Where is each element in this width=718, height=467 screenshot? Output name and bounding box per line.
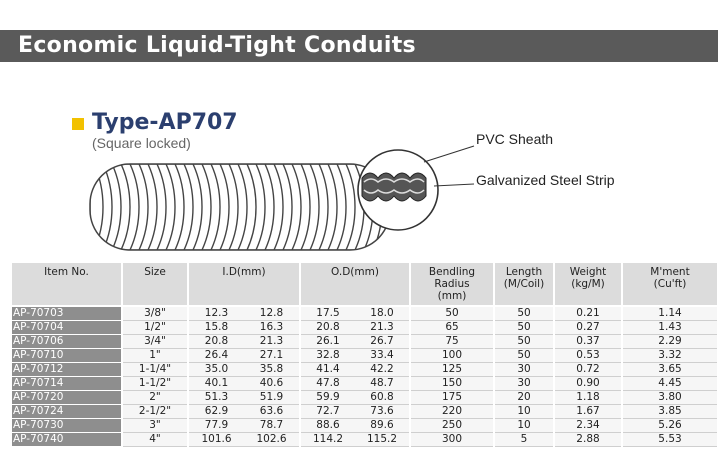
od-min: 114.2 [312, 433, 344, 445]
id-min: 35.0 [204, 363, 229, 375]
od-cell [300, 335, 410, 349]
id-cell [188, 419, 300, 433]
weight-cell: 1.18 [554, 391, 622, 405]
bend-radius-cell: 75 [410, 335, 494, 349]
item-no-cell: AP-70704 [12, 321, 122, 335]
spec-table [12, 263, 718, 447]
mment-cell: 1.43 [622, 321, 718, 335]
table-row [12, 433, 718, 447]
weight-cell: 2.34 [554, 419, 622, 433]
steel-leader-line [434, 184, 474, 186]
mment-cell: 4.45 [622, 377, 718, 391]
id-cell [188, 349, 300, 363]
id-min: 101.6 [201, 433, 232, 445]
size-cell: 1/2" [122, 321, 188, 335]
weight-cell: 0.53 [554, 349, 622, 363]
od-max: 73.6 [370, 405, 394, 417]
mment-cell: 1.14 [622, 306, 718, 321]
mment-cell: 3.85 [622, 405, 718, 419]
size-cell: 3/4" [122, 335, 188, 349]
od-max: 33.4 [370, 349, 394, 361]
product-type-subtitle: (Square locked) [92, 135, 191, 151]
item-no-cell: AP-70740 [12, 433, 122, 447]
id-cell [188, 321, 300, 335]
header-length-line1: Length [505, 266, 543, 278]
item-no-cell: AP-70712 [12, 363, 122, 377]
od-cell [300, 419, 410, 433]
length-cell: 5 [494, 433, 554, 447]
id-max: 78.7 [259, 419, 284, 431]
bend-radius-cell: 50 [410, 306, 494, 321]
length-cell: 10 [494, 419, 554, 433]
id-max: 51.9 [259, 391, 284, 403]
od-min: 32.8 [316, 349, 340, 361]
id-max: 35.8 [259, 363, 284, 375]
header-size: Size [122, 263, 188, 306]
product-type-title: Type-AP707 [92, 110, 238, 135]
od-max: 48.7 [370, 377, 394, 389]
mment-cell: 5.53 [622, 433, 718, 447]
od-min: 26.1 [316, 335, 340, 347]
conduit-illustration [80, 120, 480, 260]
od-cell [300, 405, 410, 419]
pvc-leader-line [424, 146, 474, 162]
item-no-cell: AP-70706 [12, 335, 122, 349]
od-min: 88.6 [316, 419, 340, 431]
weight-cell: 0.21 [554, 306, 622, 321]
od-cell [300, 363, 410, 377]
length-cell: 50 [494, 306, 554, 321]
header-item-no: Item No. [12, 263, 122, 306]
od-min: 20.8 [316, 321, 340, 333]
size-cell: 3/8" [122, 306, 188, 321]
bend-radius-cell: 250 [410, 419, 494, 433]
od-cell [300, 391, 410, 405]
id-cell [188, 405, 300, 419]
conduit-body [90, 164, 391, 250]
od-cell [300, 377, 410, 391]
id-cell [188, 306, 300, 321]
table-row [12, 363, 718, 377]
header-weight-line1: Weight [569, 266, 607, 278]
size-cell: 4" [122, 433, 188, 447]
size-cell: 3" [122, 419, 188, 433]
header-length-line2: (M/Coil) [503, 278, 545, 290]
length-cell: 30 [494, 363, 554, 377]
od-max: 89.6 [370, 419, 394, 431]
id-cell [188, 433, 300, 447]
title-banner [0, 30, 718, 62]
item-no-cell: AP-70714 [12, 377, 122, 391]
od-max: 42.2 [370, 363, 394, 375]
length-cell: 30 [494, 377, 554, 391]
header-mment [622, 263, 718, 306]
id-max: 63.6 [259, 405, 284, 417]
id-min: 15.8 [204, 321, 229, 333]
od-max: 18.0 [370, 307, 394, 319]
table-row [12, 349, 718, 363]
id-max: 102.6 [256, 433, 287, 445]
size-cell: 1" [122, 349, 188, 363]
length-cell: 50 [494, 349, 554, 363]
od-cell [300, 433, 410, 447]
table-row [12, 405, 718, 419]
id-max: 21.3 [259, 335, 284, 347]
length-cell: 50 [494, 335, 554, 349]
table-header-row [12, 263, 718, 306]
weight-cell: 0.37 [554, 335, 622, 349]
header-id: I.D(mm) [188, 263, 300, 306]
od-cell [300, 349, 410, 363]
table-row [12, 391, 718, 405]
od-max: 26.7 [370, 335, 394, 347]
weight-cell: 0.72 [554, 363, 622, 377]
pvc-sheath-label: PVC Sheath [476, 131, 554, 147]
id-max: 12.8 [259, 307, 284, 319]
bend-radius-cell: 300 [410, 433, 494, 447]
mment-cell: 2.29 [622, 335, 718, 349]
header-mment-line1: M'ment [650, 266, 690, 278]
od-cell [300, 321, 410, 335]
header-mment-line2: (Cu'ft) [653, 278, 687, 290]
steel-strip-label: Galvanized Steel Strip [476, 172, 615, 188]
od-max: 60.8 [370, 391, 394, 403]
mment-cell: 5.26 [622, 419, 718, 433]
bend-radius-cell: 100 [410, 349, 494, 363]
id-cell [188, 363, 300, 377]
id-max: 16.3 [259, 321, 284, 333]
bend-radius-cell: 220 [410, 405, 494, 419]
bend-radius-cell: 65 [410, 321, 494, 335]
bend-radius-cell: 125 [410, 363, 494, 377]
table-row [12, 377, 718, 391]
table-row [12, 419, 718, 433]
header-length [494, 263, 554, 306]
weight-cell: 2.88 [554, 433, 622, 447]
item-no-cell: AP-70720 [12, 391, 122, 405]
mment-cell: 3.80 [622, 391, 718, 405]
size-cell: 1-1/4" [122, 363, 188, 377]
id-max: 27.1 [259, 349, 284, 361]
id-min: 51.3 [204, 391, 229, 403]
id-min: 12.3 [204, 307, 229, 319]
id-cell [188, 335, 300, 349]
item-no-cell: AP-70710 [12, 349, 122, 363]
length-cell: 10 [494, 405, 554, 419]
bend-radius-cell: 175 [410, 391, 494, 405]
weight-cell: 0.90 [554, 377, 622, 391]
id-min: 40.1 [204, 377, 229, 389]
od-max: 21.3 [370, 321, 394, 333]
table-row [12, 321, 718, 335]
length-cell: 20 [494, 391, 554, 405]
id-cell [188, 377, 300, 391]
length-cell: 50 [494, 321, 554, 335]
id-min: 26.4 [204, 349, 229, 361]
size-cell: 2-1/2" [122, 405, 188, 419]
od-min: 72.7 [316, 405, 340, 417]
mment-cell: 3.65 [622, 363, 718, 377]
weight-cell: 0.27 [554, 321, 622, 335]
od-max: 115.2 [366, 433, 398, 445]
id-min: 77.9 [204, 419, 229, 431]
od-min: 47.8 [316, 377, 340, 389]
item-no-cell: AP-70724 [12, 405, 122, 419]
header-weight [554, 263, 622, 306]
header-bend-radius [410, 263, 494, 306]
id-max: 40.6 [259, 377, 284, 389]
size-cell: 1-1/2" [122, 377, 188, 391]
item-no-cell: AP-70703 [12, 306, 122, 321]
page-title: Economic Liquid-Tight Conduits [18, 33, 416, 58]
size-cell: 2" [122, 391, 188, 405]
header-bend-line1: Bendling [428, 266, 476, 278]
weight-cell: 1.67 [554, 405, 622, 419]
od-min: 17.5 [316, 307, 340, 319]
id-min: 20.8 [204, 335, 229, 347]
header-weight-line2: (kg/M) [571, 278, 605, 290]
table-row [12, 306, 718, 321]
header-od: O.D(mm) [300, 263, 410, 306]
od-min: 41.4 [316, 363, 340, 375]
header-bend-line2: Radius [434, 278, 470, 290]
od-cell [300, 306, 410, 321]
header-bend-line3: (mm) [437, 290, 467, 302]
bend-radius-cell: 150 [410, 377, 494, 391]
id-min: 62.9 [204, 405, 229, 417]
magnifier-circle [358, 150, 438, 230]
id-cell [188, 391, 300, 405]
od-min: 59.9 [316, 391, 340, 403]
mment-cell: 3.32 [622, 349, 718, 363]
table-row [12, 335, 718, 349]
item-no-cell: AP-70730 [12, 419, 122, 433]
